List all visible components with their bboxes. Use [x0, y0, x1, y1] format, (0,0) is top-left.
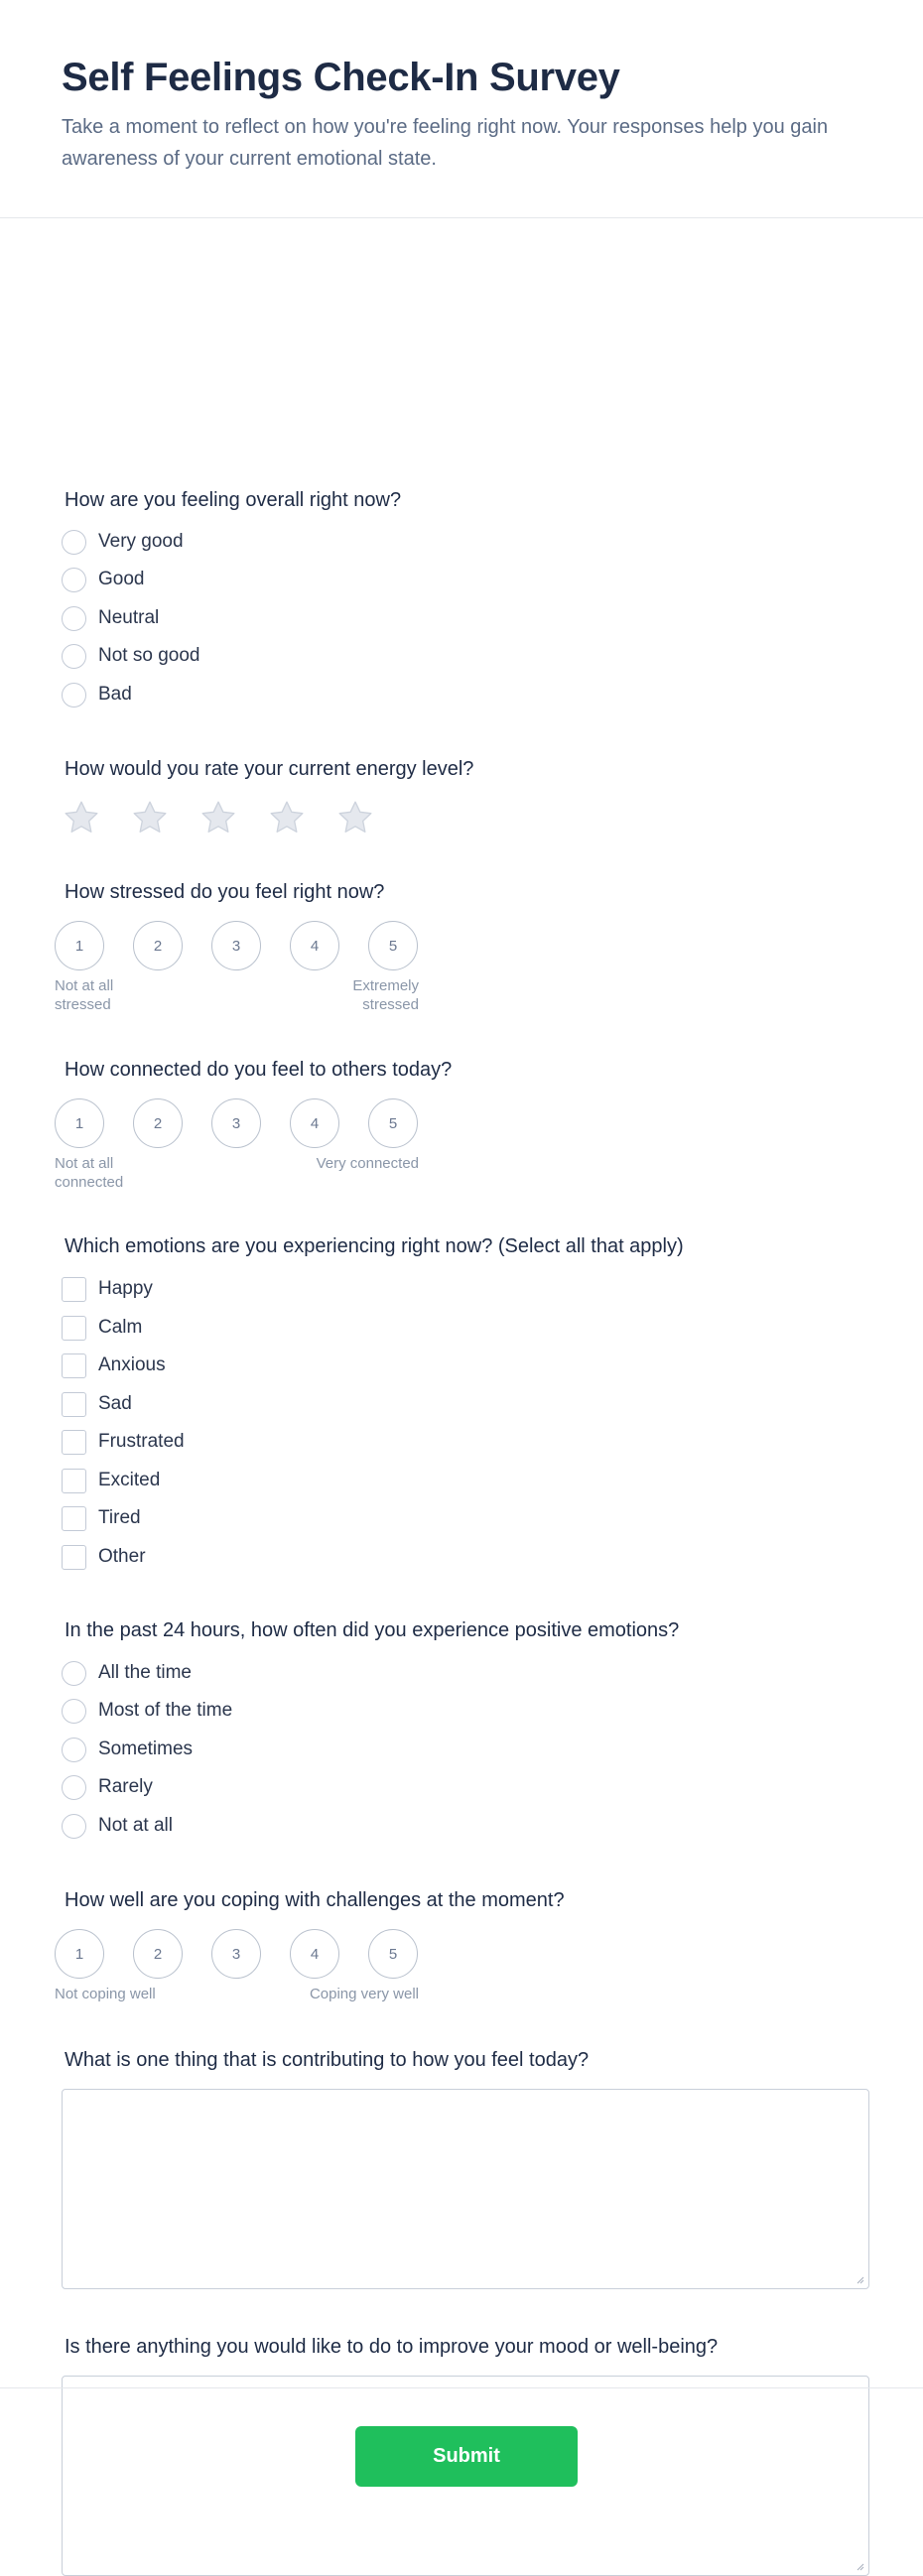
radio-button[interactable] [62, 606, 86, 631]
question-connection: How connected do you feel to others today? [65, 1059, 453, 1081]
scale-option[interactable]: 1 [55, 921, 104, 970]
radio-button[interactable] [62, 1661, 86, 1686]
radio-option[interactable]: All the time [62, 1659, 192, 1687]
star-icon[interactable] [130, 798, 170, 837]
question-overall-feeling: How are you feeling overall right now? [65, 489, 402, 511]
checkbox-option[interactable]: Tired [62, 1504, 141, 1532]
scale-option[interactable]: 3 [211, 921, 261, 970]
scale-option[interactable]: 2 [133, 1929, 183, 1979]
checkbox-option[interactable]: Happy [62, 1275, 153, 1303]
radio-option[interactable]: Rarely [62, 1773, 153, 1801]
scale-option[interactable]: 2 [133, 1098, 183, 1148]
resize-grip-icon[interactable] [855, 2561, 864, 2571]
scale-min-label: Not at all connected [55, 1155, 124, 1191]
checkbox-option[interactable]: Anxious [62, 1352, 166, 1379]
radio-button[interactable] [62, 1738, 86, 1762]
star-icon[interactable] [62, 798, 101, 837]
connection-scale [55, 1098, 418, 1148]
checkbox[interactable] [62, 1545, 86, 1570]
radio-button[interactable] [62, 1699, 86, 1724]
resize-grip-icon[interactable] [855, 2274, 864, 2284]
page-title: Self Feelings Check-In Survey [62, 56, 620, 99]
scale-option[interactable]: 3 [211, 1098, 261, 1148]
checkbox[interactable] [62, 1469, 86, 1493]
radio-button[interactable] [62, 568, 86, 592]
radio-option[interactable]: Very good [62, 528, 184, 556]
checkbox[interactable] [62, 1277, 86, 1302]
question-contributing-factor: What is one thing that is contributing to how you feel today? [65, 2049, 590, 2071]
submit-button[interactable]: Submit [355, 2426, 578, 2487]
contributing-factor-textarea[interactable] [62, 2089, 869, 2289]
radio-button[interactable] [62, 1775, 86, 1800]
scale-min-label: Not at all stressed [55, 977, 114, 1013]
scale-max-label: Very connected [316, 1155, 419, 1172]
scale-max-label: Coping very well [309, 1986, 419, 2002]
star-icon[interactable] [335, 798, 375, 837]
coping-scale [55, 1929, 418, 1979]
checkbox[interactable] [62, 1392, 86, 1417]
scale-option[interactable]: 4 [290, 921, 339, 970]
checkbox[interactable] [62, 1430, 86, 1455]
scale-option[interactable]: 5 [368, 921, 418, 970]
question-positive-emotions: In the past 24 hours, how often did you experience positive emotions? [65, 1619, 680, 1641]
radio-option[interactable]: Bad [62, 681, 132, 708]
question-energy-level: How would you rate your current energy level? [65, 758, 474, 780]
scale-option[interactable]: 1 [55, 1098, 104, 1148]
star-icon[interactable] [267, 798, 307, 837]
checkbox[interactable] [62, 1506, 86, 1531]
checkbox-option[interactable]: Excited [62, 1467, 160, 1494]
stress-scale [55, 921, 418, 970]
checkbox-option[interactable]: Frustrated [62, 1428, 185, 1456]
scale-min-label: Not coping well [55, 1986, 156, 2002]
scale-max-label: Extremely stressed [352, 977, 419, 1013]
scale-option[interactable]: 5 [368, 1929, 418, 1979]
radio-button[interactable] [62, 1814, 86, 1839]
radio-button[interactable] [62, 683, 86, 708]
scale-option[interactable]: 1 [55, 1929, 104, 1979]
checkbox-option[interactable]: Calm [62, 1314, 142, 1342]
page-description: Take a moment to reflect on how you're feeling right now. Your responses help you gain awareness of your current emotional state. [62, 116, 829, 170]
radio-option[interactable]: Not so good [62, 642, 199, 670]
radio-option[interactable]: Sometimes [62, 1736, 193, 1763]
question-stress-level: How stressed do you feel right now? [65, 881, 385, 903]
radio-option[interactable]: Most of the time [62, 1697, 232, 1725]
question-improve-mood: Is there anything you would like to do to improve your mood or well-being? [65, 2336, 719, 2358]
checkbox[interactable] [62, 1316, 86, 1341]
question-emotions: Which emotions are you experiencing right now? (Select all that apply) [65, 1235, 684, 1257]
scale-option[interactable]: 5 [368, 1098, 418, 1148]
scale-option[interactable]: 4 [290, 1929, 339, 1979]
checkbox-option[interactable]: Other [62, 1543, 146, 1571]
scale-option[interactable]: 2 [133, 921, 183, 970]
star-rating[interactable] [62, 798, 404, 837]
radio-option[interactable]: Not at all [62, 1812, 173, 1840]
radio-button[interactable] [62, 644, 86, 669]
question-coping: How well are you coping with challenges at the moment? [65, 1889, 565, 1911]
scale-option[interactable]: 3 [211, 1929, 261, 1979]
radio-option[interactable]: Neutral [62, 604, 159, 632]
checkbox-option[interactable]: Sad [62, 1390, 132, 1418]
radio-option[interactable]: Good [62, 566, 144, 593]
radio-button[interactable] [62, 530, 86, 555]
star-icon[interactable] [198, 798, 238, 837]
survey-header [0, 0, 923, 218]
checkbox[interactable] [62, 1353, 86, 1378]
form-footer [0, 2387, 923, 2532]
scale-option[interactable]: 4 [290, 1098, 339, 1148]
